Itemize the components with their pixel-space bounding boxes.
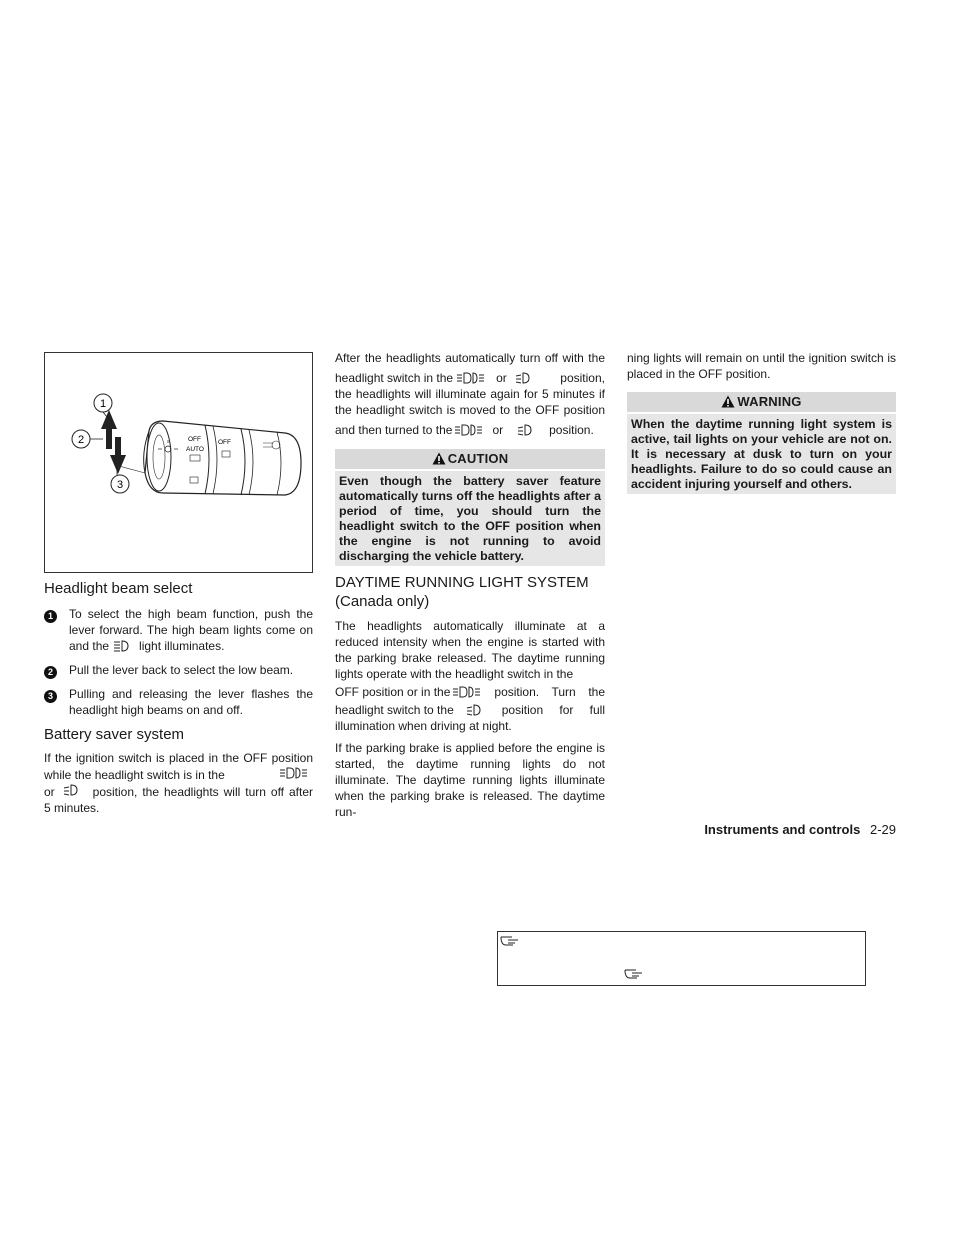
heading-headlight-beam-select: Headlight beam select bbox=[44, 580, 193, 597]
heading-battery-saver-system: Battery saver system bbox=[44, 726, 185, 743]
step-number-1: 1 bbox=[44, 610, 57, 623]
page-footer bbox=[600, 821, 896, 839]
parking-lights-icon bbox=[456, 372, 486, 384]
paragraph-drl-continued: ning lights will remain on until the ignition switch is placed in the OFF position. bbox=[627, 351, 896, 381]
heading-drl-system: DAYTIME RUNNING LIGHT SYSTEM (Canada only) bbox=[335, 574, 589, 610]
warning-triangle-icon bbox=[432, 452, 446, 465]
headlight-lever-illustration bbox=[45, 353, 312, 572]
figure-headlight-lever bbox=[44, 352, 313, 573]
caution-banner: CAUTION bbox=[335, 449, 605, 469]
headlight-icon bbox=[466, 704, 482, 716]
reference-box bbox=[497, 931, 866, 986]
svg-text:OFF: OFF bbox=[218, 439, 231, 446]
caution-body: Even though the battery saver feature automatically turns off the headlights after a period of time, you should turn the headlight switch to the OFF position when the engine is not running to avoid discharging the vehicle battery. bbox=[335, 471, 605, 566]
paragraph-drl-operation: The headlights automatically illuminate at a reduced intensity when the engine is started with the parking brake released. The daytime running lights operate with the headlight switch in the OFF position or in the position. Turn the headlight switch to the position for full illumination when driving at night. bbox=[335, 619, 605, 733]
high-beam-indicator-icon bbox=[113, 640, 129, 652]
pointing-hand-icon bbox=[500, 934, 520, 946]
step-number-3: 3 bbox=[44, 690, 57, 703]
parking-lights-icon bbox=[279, 767, 309, 779]
list-item: 3 Pulling and releasing the lever flashes the headlight high beams on and off. bbox=[44, 686, 313, 718]
headlight-icon bbox=[63, 784, 79, 796]
headlight-icon bbox=[517, 424, 533, 436]
list-item: 1 To select the high beam function, push the lever forward. The high beam lights come on and the light illuminates. bbox=[44, 606, 313, 654]
warning-body: When the daytime running light system is active, tail lights on your vehicle are not on. It is necessary at dusk to turn on your headlights. Failure to do so could cause an accident injuring yourself and others. bbox=[627, 414, 896, 494]
warning-triangle-icon bbox=[721, 395, 735, 408]
parking-lights-icon bbox=[452, 686, 482, 698]
callout-1: 1 bbox=[99, 398, 107, 410]
parking-lights-icon bbox=[454, 424, 484, 436]
headlight-icon bbox=[515, 372, 531, 384]
paragraph-battery-saver: If the ignition switch is placed in the OFF position while the headlight switch is in the or position, the headlights will turn off after 5 minutes. bbox=[44, 751, 313, 815]
warning-banner: WARNING bbox=[627, 392, 896, 412]
pointing-hand-icon bbox=[624, 967, 644, 979]
step-number-2: 2 bbox=[44, 666, 57, 679]
svg-text:OFF: OFF bbox=[188, 436, 201, 443]
arrow-up-icon bbox=[101, 410, 117, 449]
list-item: 2 Pull the lever back to select the low beam. bbox=[44, 662, 313, 679]
callout-3: 3 bbox=[116, 479, 124, 491]
arrow-down-icon bbox=[110, 437, 126, 474]
callout-2: 2 bbox=[77, 434, 85, 446]
page-number: 2-29 bbox=[869, 822, 896, 837]
paragraph-drl-parking-brake: If the parking brake is applied before the engine is started, the daytime running lights do not illuminate. The daytime running lights illuminate when the parking brake is released. The daytime run- bbox=[335, 741, 605, 819]
footer-section-title: Instruments and controls bbox=[704, 822, 861, 837]
paragraph-battery-saver-continued: After the headlights automatically turn off with the headlight switch in the or position, the headlights will illuminate again for 5 minutes if the headlight switch is moved to the OFF position and then turned to the or position. bbox=[335, 351, 605, 437]
svg-text:AUTO: AUTO bbox=[186, 446, 204, 453]
